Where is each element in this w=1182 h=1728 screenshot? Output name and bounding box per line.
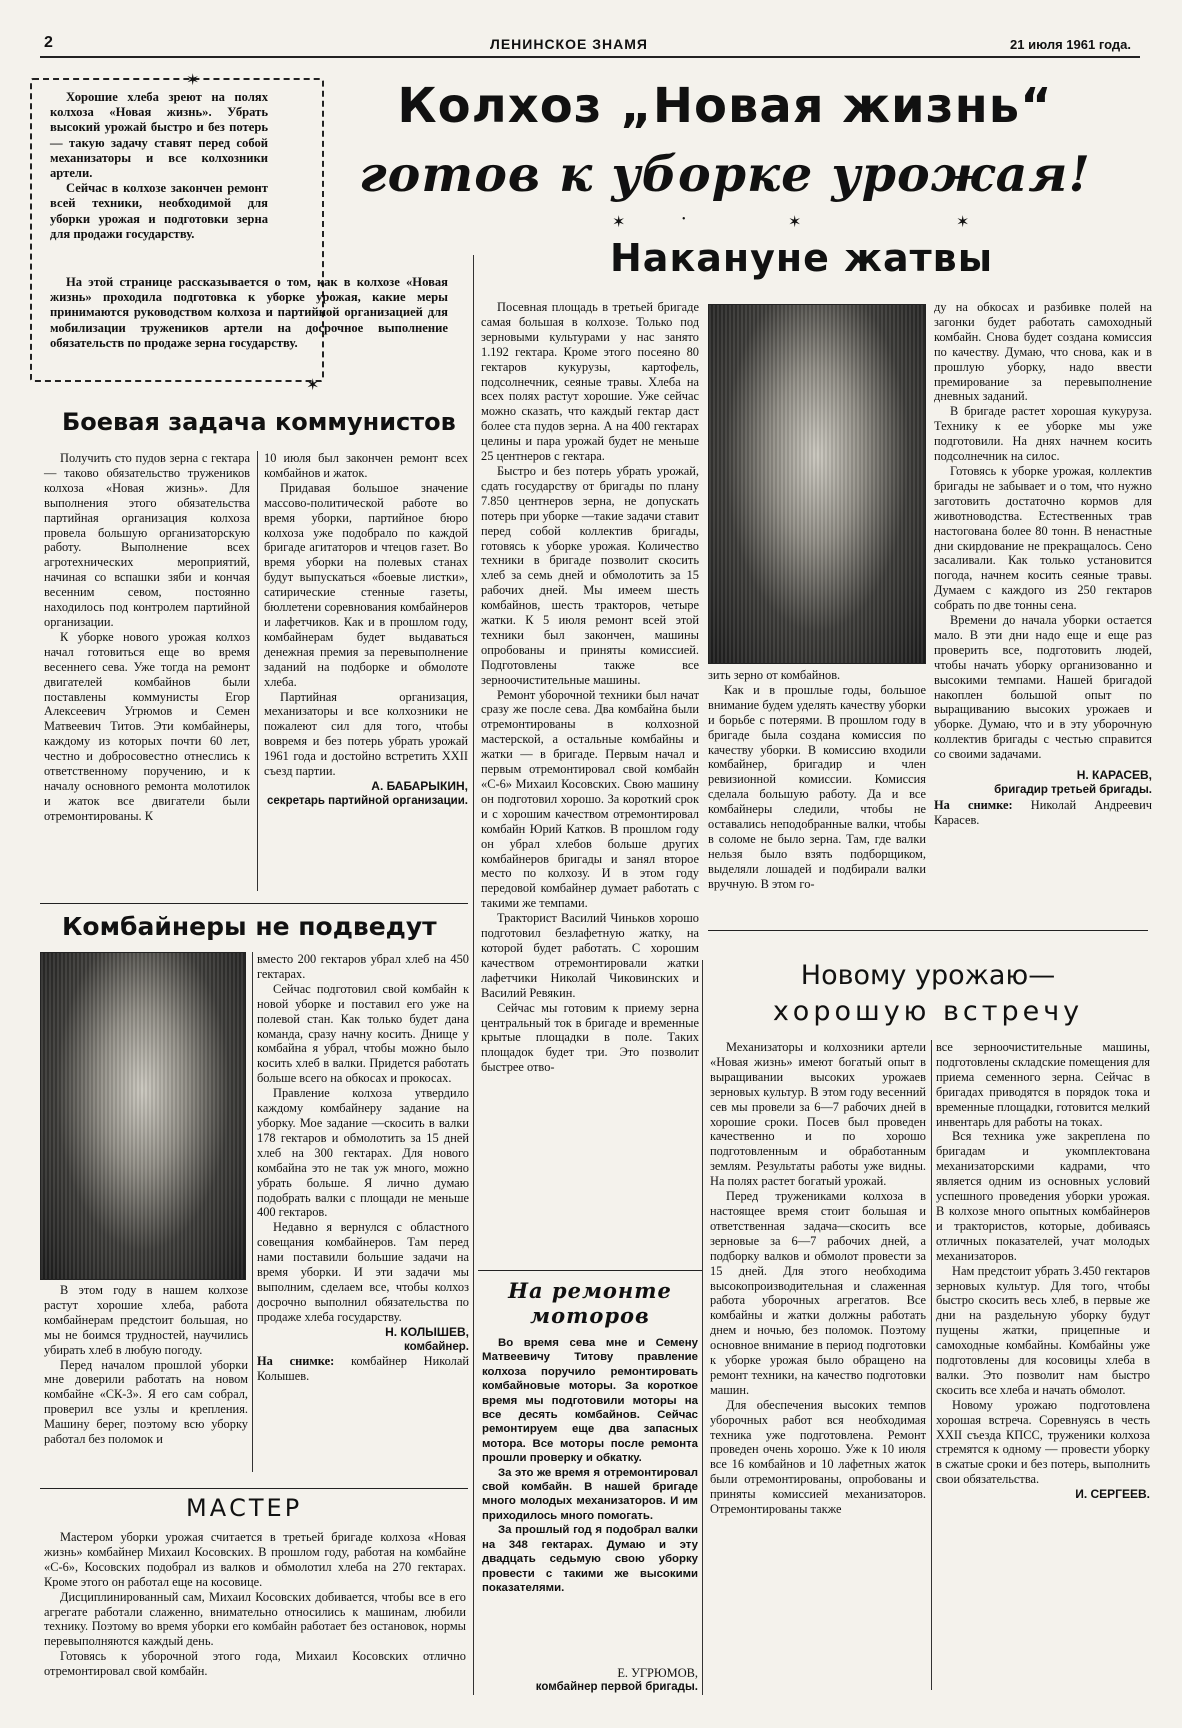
- signature-role-ugryumov: комбайнер первой бригады.: [535, 1681, 698, 1693]
- paragraph: Недавно я вернулся с областного совещания комбайнеров. Там перед нами поставили большие задачи на время уборки. И эти задачи мы выполним, сделаем все, чтобы колхоз досрочно выполнил обязательства по продаже хлеба государству.: [257, 1220, 469, 1324]
- article-title-harvest-eve: Накануне жатвы: [610, 236, 994, 280]
- paragraph: Готовясь к уборке урожая, коллектив бригады не забывает и о том, что нужно заготовить достаточно кормов для животноводства. Естественных трав настогована более 80 тонн. В ненастные дни скирдование не прекращалось. Сено засаливали. Как только установится погода, начнем косить сеяные травы. Думаем с каждого из 250 гектаров собрать по две тонны сена.: [934, 463, 1152, 613]
- column-divider: [931, 1040, 932, 1690]
- paragraph: Новому урожаю подготовлена хорошая встреча. Соревнуясь в честь XXII съезда КПСС, труженики колхоза стремятся к одному — провести уборку в сжатые сроки и без потерь, выполнить свои обязательства.: [936, 1397, 1150, 1487]
- paragraph: За прошлый год я подобрал валки на 348 гектарах. Думаю и эту двадцать седьмую свою уборку провести с такими же высокими показателями.: [482, 1524, 698, 1594]
- combiners-col1: [44, 1283, 248, 1447]
- signature-ugryumov: Е. УГРЮМОВ,: [617, 1666, 698, 1680]
- paragraph: Времени до начала уборки остается мало. В эти дни надо еще и еще раз проверить все, подготовить людей, чтобы начать уборку организованно и высокими темпами. Нашей бригадой накоплен большой опыт по выращиванию высоких урожаев и уборке. Думаю, что и в эту уборочную коллектив бригады с честью справится со своими задачами.: [934, 613, 1152, 762]
- photo-karasev: [708, 304, 926, 664]
- star-icon: ✶: [186, 72, 200, 89]
- paragraph: Получить сто пудов зерна с гектара — таково обязательство тружеников колхоза «Новая жизнь». Для выполнения этого обязательства партийная организация колхоза провела большую организаторскую работу. Выполнение всех агротехнических мероприятий, начиная со вспашки зяби и кончая весенним севом, постоянно находилось под контролем партийной организации.: [44, 451, 250, 629]
- signature-karasev: Н. КАРАСЕВ,: [1076, 768, 1152, 783]
- paragraph: Дисциплинированный сам, Михаил Косовских добивается, чтобы все в его агрегате работали слаженно, внимательно относились к машинам, любили технику. Поэтому во время уборки его комбайн работает без остановок, нормы перевыполняются каждый день.: [44, 1589, 466, 1649]
- motors-title-line1: На ремонте: [508, 1278, 672, 1303]
- motors-body: [482, 1336, 698, 1595]
- photo-caption-kolyshev: [257, 1354, 469, 1384]
- paragraph: За это же время я отремонтировал свой комбайн. В нашей бригаде много молодых механизаторов. И им приходилось много помогать.: [482, 1466, 698, 1522]
- page-number: 2: [44, 34, 53, 51]
- signature-sergeev: И. СЕРГЕЕВ.: [1075, 1487, 1150, 1502]
- intro-paragraph: Сейчас в колхозе закончен ремонт всей техники, необходимой для уборки урожая и подготовки зерна для продажи государству.: [50, 181, 268, 241]
- intro-paragraph: Хорошие хлеба зреют на полях колхоза «Новая жизнь». Убрать высокий урожай быстро и без потерь — такую задачу ставят перед собой механизаторы и все колхозники артели.: [50, 90, 268, 181]
- star-icon: ✶: [306, 377, 320, 394]
- intro-box-wide: [50, 275, 448, 351]
- caption-text: Николай Андреевич Карасев.: [934, 797, 1152, 827]
- caption-label: На снимке:: [257, 1354, 335, 1369]
- paragraph: Мастером уборки урожая считается в третьей бригаде колхоза «Новая жизнь» комбайнер Михаил Косовских. В прошлом году, работая на комбайне «С-6», Косовских подобрал из валков и обмолотил хлеба на 270 гектарах. Кроме этого он работал еще на косовице.: [44, 1530, 466, 1589]
- article-title-communists: Боевая задача коммунистов: [62, 408, 456, 436]
- column-divider: [257, 451, 258, 891]
- paragraph: вместо 200 гектаров убрал хлеб на 450 гектарах.: [257, 952, 469, 981]
- paragraph: Быстро и без потерь убрать урожай, сдать государству от бригады по плану 7.850 центнеров зерна, не допускать потерь при уборке —такие задачи ставит перед собой коллектив бригады, готовясь к уборке урожая. Количество техники в бригаде позволит скосить хлеб за семь дней и обмолотить за 15 рабочих дней. Мы имеем шесть комбайнов, шесть тракторов, четыре жатки. К 5 июля ремонт всей этой техники был закончен, машины опробованы и приняты комиссией. Подготовлены также все зерноочистительные машины.: [481, 463, 699, 687]
- issue-date: 21 июля 1961 года.: [1010, 37, 1131, 52]
- intro-paragraph: На этой странице рассказывается о том, как в колхозе «Новая жизнь» проходила подготовка к уборке урожая, какие меры принимаются руководством колхоза и партийной организацией для мобилизации тружеников артели на досрочное выполнение обязательств по продаже зерна государству.: [50, 275, 448, 350]
- signature-babarykin: А. БАБАРЫКИН,: [371, 778, 468, 793]
- paragraph: 10 июля был закончен ремонт всех комбайнов и жаток.: [264, 451, 468, 480]
- section-rule: [708, 930, 1148, 931]
- motors-title-line2: моторов: [530, 1303, 650, 1328]
- paragraph: Придавая большое значение массово-политической работе во время уборки, партийное бюро колхоза уже подобрало по каждой бригаде агитаторов и чтецов газет. Во время уборки на полевых станах будут выпускаться «боевые листки», сатирические стенные газеты, бюллетени соревнования комбайнеров и лафетчиков. Как и в прошлом году, комбайнерам будет выдаваться денежная премия за перевыполнение заданий на подборке и обмолоте хлеба.: [264, 480, 468, 689]
- main-headline-line1: Колхоз „Новая жизнь“: [397, 78, 1053, 134]
- paragraph: В этом году в нашем колхозе растут хорошие хлеба, работа комбайнерам предстоит большая, но мы не боимся трудностей, научились убирать хлеб в любую погоду.: [44, 1283, 248, 1357]
- paragraph: Тракторист Василий Чиньков хорошо подготовил безлафетную жатку, на которой будет работать. С хорошим качеством отремонтировали жатки лафетчики Николай Чиковинских и Василий Ревякин.: [481, 911, 699, 1000]
- photo-caption-karasev: [934, 798, 1152, 828]
- paragraph: Как и в прошлые годы, большое внимание будем уделять качеству уборки и борьбе с потерями. В прошлом году в бригаде была создана комиссия по качеству уборки. В комиссию входили комбайнер, бригадир и член ревизионной комиссии. Комиссия сделала большую работу. Да и все комбайнеры следили, чтобы не оставались неподобранные валки, чтобы в соломе не было зерна. Там, где валки нельзя было взять подборщиком, выделяли лошадей и подбирали валки вручную. В этом го-: [708, 682, 926, 891]
- main-headline: [330, 76, 1120, 206]
- harvest-eve-col2: [708, 668, 926, 892]
- star-icon: ✶: [612, 214, 626, 231]
- caption-label: На снимке:: [934, 797, 1013, 812]
- column-divider: [702, 960, 703, 1695]
- paragraph: Перед началом прошлой уборки мне доверили работать на новом комбайне «СК-3». Я его сам собрал, проверил все узлы и крепления. Машину берег, поэтому всю уборку работал без поломок и: [44, 1357, 248, 1447]
- newspaper-title: ЛЕНИНСКОЕ ЗНАМЯ: [490, 36, 648, 52]
- harvest-eve-col1: [481, 300, 699, 1075]
- paragraph: Посевная площадь в третьей бригаде самая большая в колхозе. Только под зерновыми культурами у нас занято 1.192 гектара. Кроме этого посеяно 80 гектаров кукурузы, картофель, подсолнечник, сеяные травы. Хлеба на всех полях растут хорошие. Уже сейчас можно сказать, что каждый гектар даст более ста пудов зерна. А на 400 гектарах целины и пара урожай будет не меньше 25 центнеров с гектара.: [481, 300, 699, 464]
- section-rule: [40, 903, 468, 904]
- paragraph: К уборке нового урожая колхоз начал готовиться еще во время весеннего сева. Уже тогда на ремонт двигателей комбайнов были поставлены коммунисты Егор Алексеевич Угрюмов и Семен Матвеевич Титов. Эти комбайнеры, каждому из которых почти 60 лет, честно и добросовестно отнеслись к ответственному поручению, и к началу основного ремонта молотилок и жаток все двигатели были отремонтированы. К: [44, 629, 250, 823]
- article-title-combiners: Комбайнеры не подведут: [62, 912, 437, 941]
- signature-kolyshev: Н. КОЛЫШЕВ,: [385, 1324, 469, 1339]
- master-body: [44, 1530, 466, 1679]
- new-harvest-col2: [936, 1040, 1150, 1502]
- communists-col2: [264, 451, 468, 809]
- column-divider: [252, 952, 253, 1472]
- paragraph: Перед тружениками колхоза в настоящее время стоит большая и ответственная задача—скосить все зерновые за 6—7 рабочих дней, а подборку валков и обмолот провести за 15 дней. Для этого необходима высокопроизводительная и слаженная работа уборочных агрегатов. Все комбайны и жатки должны работать днем и ночью, без поломок. Поэтому основное внимание в период подготовки к уборке урожая было обращено на ремонт техники, на качество подготовки машин.: [710, 1189, 926, 1397]
- new-harvest-title-line1: Новому урожаю—: [800, 960, 1056, 991]
- new-harvest-col1: [710, 1040, 926, 1517]
- paragraph: зить зерно от комбайнов.: [708, 668, 841, 682]
- section-rule: [478, 1270, 702, 1271]
- paragraph: Правление колхоза утвердило каждому комбайнеру задание на уборку. Мое задание —скосить в валки 178 гектаров и обмолотить за 15 дней хлеб на 300 гектарах. Для нового комбайна это не так уж много, можно убрать больше. Я лично думаю подобрать валки с площади не меньше 400 гектаров.: [257, 1086, 469, 1220]
- star-icon: ✶: [788, 214, 802, 231]
- article-title-new-harvest: [708, 958, 1148, 1030]
- section-rule: [40, 1488, 468, 1489]
- paragraph: В бригаде растет хорошая кукуруза. Технику к ее уборке мы уже подготовили. На днях начнем косить подсолнечник на силос.: [934, 404, 1152, 464]
- motors-signature-block: [482, 1666, 698, 1693]
- article-title-master: МАСТЕР: [186, 1494, 303, 1522]
- paragraph: Вся техника уже закреплена по бригадам и укомплектована механизаторскими кадрами, что является одним из основных условий успешного проведения уборки урожая. В колхозе много опытных комбайнеров и трактористов, которые, добиваясь отличных показателей, учат молодых механизаторов.: [936, 1129, 1150, 1263]
- article-title-motors: [478, 1278, 702, 1328]
- paragraph: все зерноочистительные машины, подготовлены складские помещения для приема семенного зерна. Сейчас в бригадах приводятся в порядок тока и временные площадки, готовится мелкий инвентарь для работы на токах.: [936, 1040, 1150, 1129]
- masthead-rule: [40, 56, 1140, 58]
- column-divider: [473, 255, 474, 1695]
- paragraph: Ремонт уборочной техники был начат сразу же после сева. Два комбайна были отремонтированы в колхозной мастерской, а остальные комбайны и жатки — в бригаде. Первым начал и первым отремонтировал свой комбайн «С-6» Михаил Косовских. Свою машину он подготовил хорошо. За короткий срок и с хорошим качеством отремонтировал комбайн Юрий Катков. В прошлом году он убрал хлебов больше других комбайнеров бригады и занял второе место по колхозу. И в этом году передовой комбайнер думает работать с такими же темпами.: [481, 687, 699, 911]
- main-headline-line2: готов к уборке урожая!: [359, 145, 1091, 203]
- intro-box: [50, 90, 268, 242]
- signature-role-kolyshev: комбайнер.: [404, 1340, 469, 1353]
- paragraph: Нам предстоит убрать 3.450 гектаров зерновых культур. Для того, чтобы быстро скосить весь хлеб, в первые же дни на раздельную уборку будут пущены жатки, прицепные и самоходные комбайны. Комбайны уже подготовлены для косовицы хлеба в валки. Это позволит нам быстро скосить все хлеба и начать обмолот.: [936, 1263, 1150, 1397]
- new-harvest-title-line2: хорошую встречу: [772, 996, 1084, 1027]
- paragraph: Механизаторы и колхозники артели «Новая жизнь» имеют богатый опыт в выращивании высоких урожаев зерновых культур. В этом году весенний сев мы провели за 6—7 рабочих дней в хорошие сроки. Посев был проведен качественно и по хорошо подготовленным и обработанным землям. Результаты работы уже видны. На полях растет богатый урожай.: [710, 1040, 926, 1189]
- harvest-eve-col3: [934, 300, 1152, 828]
- photo-kolyshev: [40, 952, 246, 1280]
- star-icon: ✶: [956, 214, 970, 231]
- paragraph: Сейчас подготовил свой комбайн к новой уборке и поставил его уже на полевой стан. Как только будет дана команда, сразу начну косить. Днище у комбайна я убрал, чтобы можно было косить хлеб в валки. Придется работать больше всего на обкосах и прокосах.: [257, 981, 469, 1086]
- combiners-col2: [257, 952, 469, 1384]
- communists-col1: [44, 451, 250, 824]
- paragraph: Готовясь к уборочной этого года, Михаил Косовских отлично отремонтировал свой комбайн.: [44, 1649, 466, 1679]
- paragraph: Партийная организация, механизаторы и все колхозники не пожалеют сил для того, чтобы вовремя и без потерь убрать урожай 1961 года и достойно встретить XXII съезд партии.: [264, 689, 468, 779]
- signature-role-babarykin: секретарь партийной организации.: [267, 794, 468, 807]
- paragraph: Для обеспечения высоких темпов уборочных работ вся необходимая техника уже подготовлена. Ремонт проведен очень хорошо. Уже к 10 июля все 16 комбайнов и 10 лафетных жаток были отремонтированы, опробованы и приняты комиссией механизаторов. Отремонтированы также: [710, 1397, 926, 1517]
- paragraph: Во время сева мне и Семену Матвеевичу Титову правление колхоза поручило ремонтировать комбайновые моторы. За короткое время мы подготовили моторы на все десять комбайнов. Сейчас ремонтируем еще два запасных мотора. Все моторы после ремонта прошли проверку и обкатку.: [482, 1337, 698, 1465]
- signature-role-karasev: бригадир третьей бригады.: [994, 784, 1152, 796]
- dot-icon: •: [682, 214, 686, 225]
- caption-text: комбайнер Николай Колышев.: [257, 1354, 469, 1384]
- paragraph: Сейчас мы готовим к приему зерна центральный ток в бригаде и временные крытые площадки в поле. Таких площадок будет три. Это позволит быстрее отво-: [481, 1000, 699, 1075]
- paragraph: ду на обкосах и разбивке полей на загонки будет работать самоходный комбайн. Снова будет создана комиссия по качеству. Думаю, что снова, как и в прошлую уборку, надо ввести премирование за перевыполнение дневных заданий.: [934, 300, 1152, 404]
